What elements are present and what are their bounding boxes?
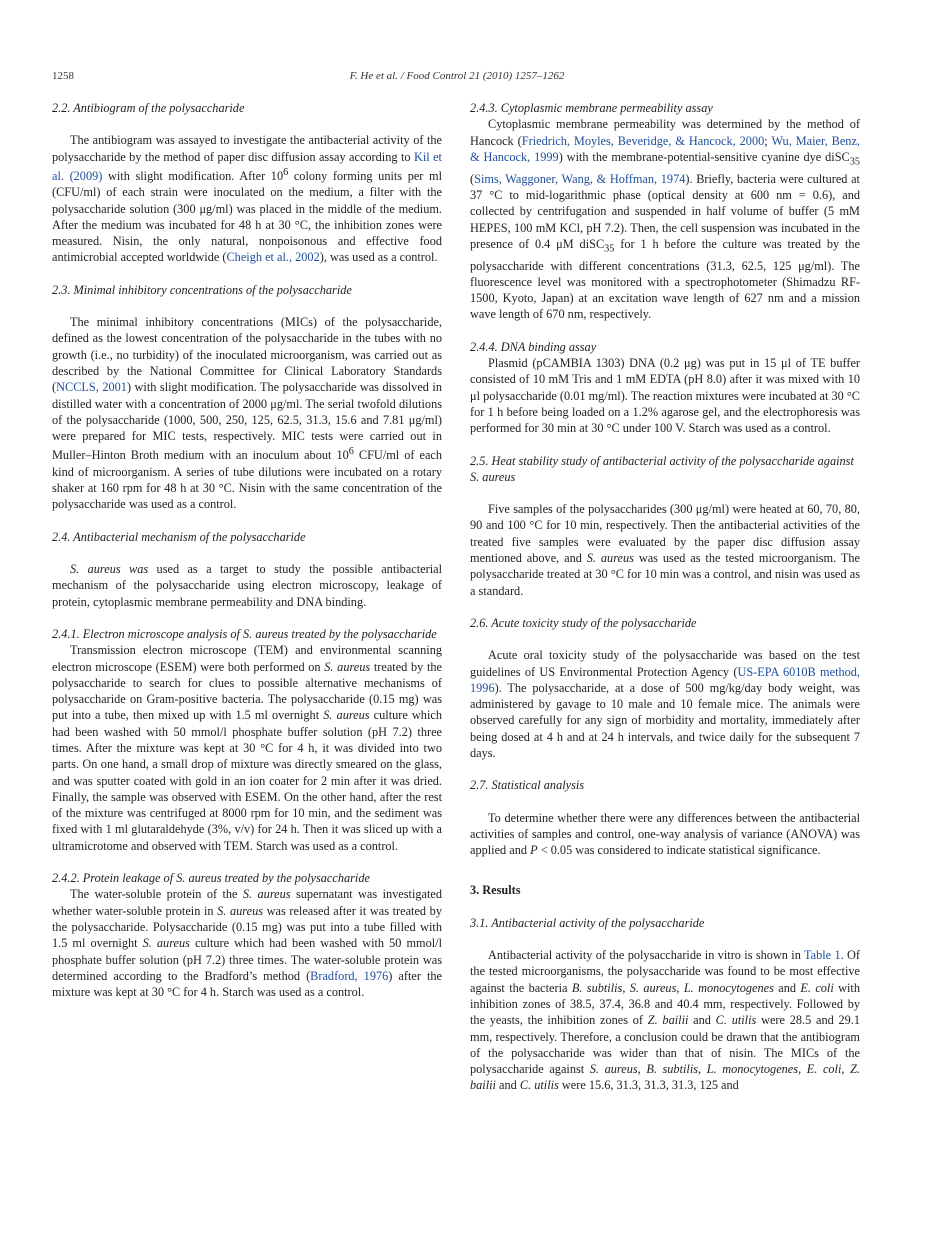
paragraph-2-4: S. aureus was used as a target to study the possible antibacterial mechanism of the polysaccharide using electron microscopy, leakage of protein, cytoplasmic membrane permeability and DNA binding. [52,562,442,609]
citation-link[interactable]: US-EPA 6010B method, 1996 [470,664,860,695]
section-title-2-4-4: 2.4.4. DNA binding assay [470,339,597,354]
section-title-2-4-1: 2.4.1. Electron microscope analysis of S. aureus treated by the polysaccharide [52,626,437,641]
paragraph-2-4-3: Cytoplasmic membrane permeability was determined by the method of Hancock (Friedrich, Moyles, Beveridge, & Hancock, 2000; Wu, Maier, Benz, & Hancock, 1999) with the membrane-potential-sensitive cyanine dye diSC$_{35}$ (Sims, Waggoner, Wang, & Hoffman, 1974). Briefly, bacteria were cultured at 37 °C to mid-logarithmic phase (optical density at 600 nm = 0.6), and collected by centrifugation and suspended in half volume of buffer (5 mM HEPES, 100 mM KCl, pH 7.2). Then, the cell suspension was incubated in the presence of 0.4 μM diSC$_{35}$ for 1 h before the culture was treated by the polysaccharide with different concentrations (31.3, 62.5, 125 μg/ml). The fluorescence level was monitored with a spectrophotometer (Shimadzu RF-1500, Kyoto, Japan) at an excitation wave length of 627 nm and a mission wave length of 670 nm, respectively. [470,117,860,322]
paragraph-2-4-1: Transmission electron microscope (TEM) and environmental scanning electron microscope (ESEM) were both performed on S. aureus treated by the polysaccharide to search for clues to possible alternative mechanisms of polysaccharide on Gram-positive bacteria. The polysaccharide (0.15 mg) was put into a tube, then mixed up with 1.5 ml overnight S. aureus culture which had been washed with 50 mmol/l phosphate buffer solution (pH 7.2) three times. After the mixture was kept at 30 °C for 4 h, it was divided into two parts. On one hand, a small drop of mixture was directly smeared on the glass, and was sputter coated with gold in an ion coater for 2 min after it was dried. Finally, the sample was observed with ESEM. On the other hand, after the rest of the mixture was centrifuged at 8000 rpm for 10 min, and the sediment was fixed with 1 ml glutaraldehyde (3%, v/v) for 24 h. Then it was sliced up with a ultramicrotome and observed with TEM. Starch was used as a control. [52,643,442,853]
section-title-3-1: 3.1. Antibacterial activity of the polysaccharide [470,915,705,930]
section-title-3: 3. Results [470,883,521,898]
right-column [470,100,860,1094]
citation-link[interactable]: Kil et al. (2009) [52,149,442,183]
table-link[interactable]: Table 1 [803,948,841,963]
citation-link[interactable]: Friedrich, Moyles, Beveridge, & Hancock, 2000 [521,133,765,148]
page-header [52,70,862,88]
section-title-2-2: 2.2. Antibiogram of the polysaccharide [52,101,245,115]
citation-link[interactable]: Sims, Waggoner, Wang, & Hoffman, 1974 [474,171,686,186]
citation-link[interactable]: Wu, Maier, Benz, & Hancock, 1999 [470,133,860,164]
section-title-2-4: 2.4. Antibacterial mechanism of the polysaccharide [52,529,306,544]
paragraph-2-4-2: The water-soluble protein of the S. aureus supernatant was investigated whether water-soluble protein in S. aureus was released after it was treated by the polysaccharide. Polysaccharide (0.15 mg) was put into a tube filled with 1.5 ml overnight S. aureus culture which had been washed with 50 mmol/l phosphate buffer solution (pH 7.2) three times. The water-soluble protein was determined according to the Bradford’s method (Bradford, 1976) after the mixture was kept at 30 °C for 4 h. Starch was used as a control. [52,887,442,1000]
paragraph-2-2: The antibiogram was assayed to investigate the antibacterial activity of the polysaccharide by the method of paper disc diffusion assay according to Kil et al. (2009) with slight modification. After $10^6$ colony forming units per ml (CFU/ml) of each strain were inoculated on the medium, a filter with the polysaccharide solution (300 μg/ml) was placed in the middle of the medium. After the medium was incubated for 48 h at 30 °C, the inhibition zones were measured. Nisin, the only natural, nonpoisonous and effective food antimicrobial accepted worldwide (Cheigh et al., 2002), was used as a control. [52,133,442,265]
section-title-2-4-3: 2.4.3. Cytoplasmic membrane permeability assay [470,101,713,115]
citation-link[interactable]: NCCLS, 2001 [56,380,127,395]
section-title-2-5: 2.5. Heat stability study of antibacterial activity of the polysaccharide against S. aureus [470,453,854,484]
paragraph-2-4-4: Plasmid (pCAMBIA 1303) DNA (0.2 μg) was put in 15 μl of TE buffer consisted of 10 mM Tris and 1 mM EDTA (pH 8.0) after it was mixed with 10 μl polysaccharide (0.01 mg/ml). The reaction mixtures were incubated at 30 °C for 1 h before being loaded on a 1.2% agarose gel, and the electrophoresis was performed for 30 min at 30 °C under 100 V. Starch was used as a control. [470,356,860,436]
citation-link[interactable]: Cheigh et al., 2002 [226,250,320,265]
section-title-2-6: 2.6. Acute toxicity study of the polysaccharide [470,615,697,630]
paragraph-2-5: Five samples of the polysaccharides (300 μg/ml) were heated at 60, 70, 80, 90 and 100 °C for 10 min, respectively. Then the antibacterial activities of the treated five samples were evaluated by the paper disc diffusion assay mentioned above, and S. aureus was used as the tested microorganism. The polysaccharide treated at 30 °C for 10 min was a control, and nisin was used as a standard. [470,502,860,598]
citation-link[interactable]: Bradford, 1976 [310,968,389,983]
page-number: 1258 [52,70,74,82]
journal-citation: F. He et al. / Food Control 21 (2010) 1257–1262 [349,70,565,82]
paragraph-3-1: Antibacterial activity of the polysaccharide in vitro is shown in Table 1. Of the tested microorganisms, the polysaccharide was found to be most effective against the bacteria B. subtilis, S. aureus, L. monocytogenes and E. coli with inhibition zones of 38.5, 37.4, 36.8 and 40.4 mm, respectively. Followed by the yeasts, the inhibition zones of Z. bailii and C. utilis were 28.5 and 29.1 mm, respectively. Therefore, a conclusion could be drawn that the antibiogram of the polysaccharide was wider than that of nisin. The MICs of the polysaccharide against S. aureus, B. subtilis, L. monocytogenes, E. coli, Z. bailii and C. utilis were 15.6, 31.3, 31.3, 31.3, 125 and [470,948,861,1093]
section-title-2-4-2: 2.4.2. Protein leakage of S. aureus treated by the polysaccharide [52,871,370,886]
section-title-2-3: 2.3. Minimal inhibitory concentrations of the polysaccharide [52,282,352,297]
left-column [52,100,442,1000]
paragraph-2-7: To determine whether there were any differences between the antibacterial activities of samples and control, one-way analysis of variance (ANOVA) was applied and P < 0.05 was considered to indicate statistical significance. [470,810,860,858]
section-title-2-7: 2.7. Statistical analysis [470,778,585,793]
paragraph-2-3: The minimal inhibitory concentrations (MICs) of the polysaccharide, defined as the lowest concentration of the polysaccharide in the tubes with no growth (i.e., no turbidity) of the inoculated microorganism, was carried out as described by the National Committee for Clinical Laboratory Standards (NCCLS, 2001) with slight modification. The polysaccharide was dissolved in distilled water with a concentration of 2000 μg/ml. The serial twofold dilutions of the polysaccharide (1000, 500, 250, 125, 62.5, 31.3, 15.6 and 7.81 μg/ml) were prepared for MIC tests, respectively. MIC tests were carried out in Muller–Hinton Broth medium with an inoculum about $10^6$ CFU/ml of each kind of microorganism. A series of tube dilutions were incubated on a rotary shaker at 160 rpm for 48 h at 30 °C. Nisin with the same concentration of the polysaccharide was used as a control. [52,315,443,512]
paragraph-2-6: Acute oral toxicity study of the polysaccharide was based on the test guidelines of US Environmental Protection Agency (US-EPA 6010B method, 1996). The polysaccharide, at a dose of 500 mg/kg/day body weight, was administered by gavage to 10 male and 10 female mice. The animals were observed carefully for any sign of morbidity and mortality, immediately after being dosed at 4 h and at 24 h intervals, and twice daily for the subsequent 7 days. [470,648,860,760]
